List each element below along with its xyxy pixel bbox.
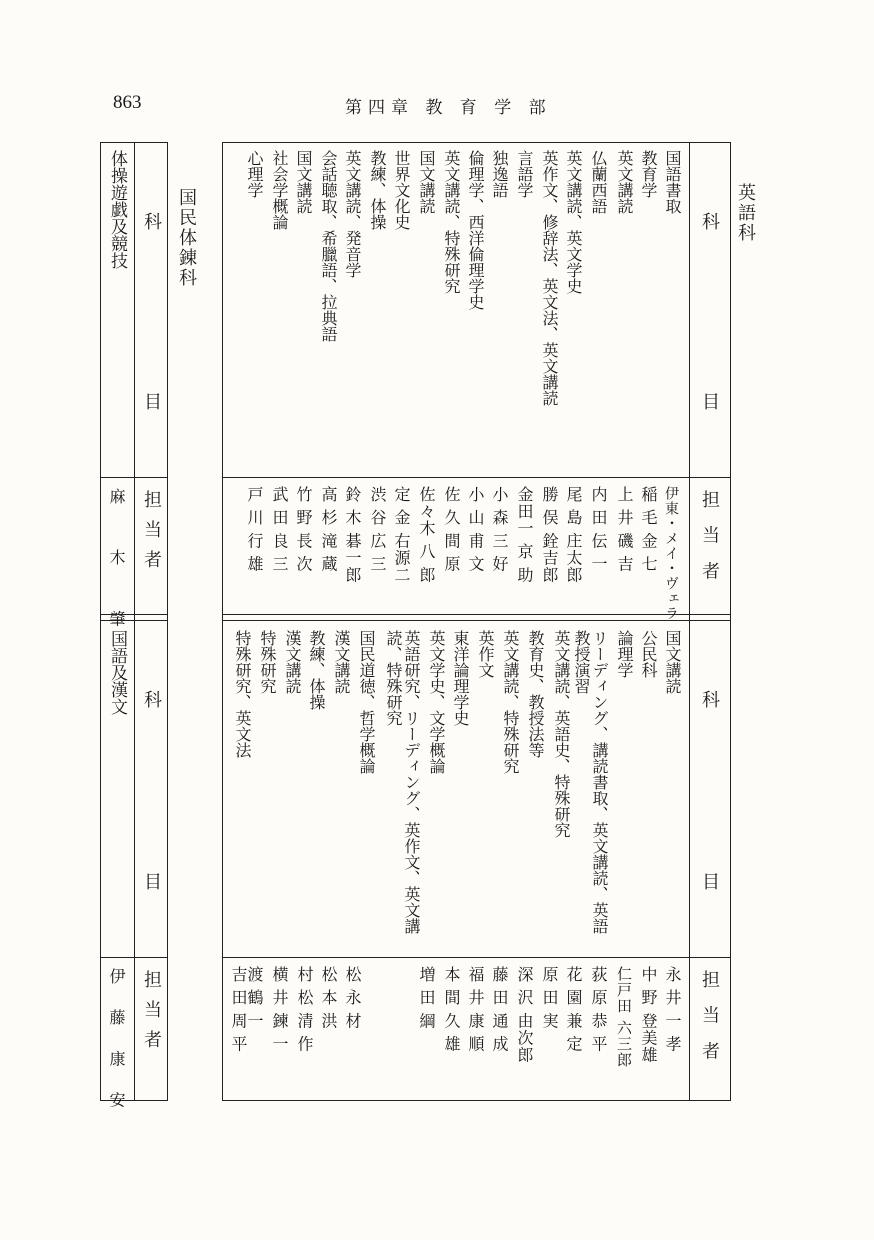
english-lower-subject-11: 英文学史、文学概論 bbox=[427, 630, 446, 774]
english-teacher-2: 稲 毛 金 七 bbox=[639, 486, 658, 573]
pe-header-subject-ka-lower: 科 bbox=[141, 690, 162, 708]
english-teacher-12: 定 金 右源二 bbox=[392, 486, 411, 584]
english-subject-5: 英文講読、英文学史 bbox=[564, 150, 583, 294]
english-table-bottom-border bbox=[222, 1100, 731, 1101]
english-lower-teacher-6: 原 田 実 bbox=[540, 966, 559, 1030]
english-lower-subject-14: 国民道徳、哲学概論 bbox=[357, 630, 376, 774]
english-teacher-4: 内 田 伝 一 bbox=[589, 486, 608, 573]
english-teacher-3: 上 井 磯 吉 bbox=[615, 486, 634, 573]
english-teacher-17: 武 田 良 三 bbox=[270, 486, 289, 573]
english-dept-title: 英語科 bbox=[735, 183, 756, 243]
english-lower-subject-3: 論理学 bbox=[615, 630, 634, 678]
english-subject-13: 教練、体操 bbox=[368, 150, 387, 230]
english-lower-teacher-7: 深 沢 由次郎 bbox=[515, 966, 534, 1064]
english-lower-teacher-3: 仁戸田 六三郎 bbox=[615, 966, 633, 1068]
english-teacher-8: 小 森 三 好 bbox=[490, 486, 509, 573]
english-subject-17: 社会学概論 bbox=[270, 150, 289, 230]
english-teacher-13: 渋 谷 広 三 bbox=[368, 486, 387, 573]
english-lower-subject-8: 英文講読、特殊研究 bbox=[501, 630, 520, 774]
english-lower-subject-1: 国文講読 bbox=[663, 630, 682, 694]
english-row-divider-3 bbox=[222, 957, 731, 958]
english-subject-15: 会話聴取、希臘語、拉典語 bbox=[319, 150, 338, 342]
pe-header-subject-moku-lower: 目 bbox=[141, 872, 162, 890]
english-subject-10: 英文講読、特殊研究 bbox=[442, 150, 461, 294]
english-header-subject-moku: 目 bbox=[699, 392, 720, 410]
english-lower-teacher-13: 松 本 洪 bbox=[319, 966, 338, 1030]
english-subject-4: 仏蘭西語 bbox=[589, 150, 608, 214]
english-lower-subject-13: 読、特殊研究 bbox=[384, 630, 403, 726]
english-lower-subject-6: 英文講読、英語史、特殊研究 bbox=[552, 630, 571, 838]
english-subject-7: 言語学 bbox=[515, 150, 534, 198]
english-lower-teacher-16: 渡 鶴 一 bbox=[245, 966, 264, 1030]
english-teacher-9: 小 山 甫 文 bbox=[466, 486, 485, 573]
english-table-top-border bbox=[222, 142, 731, 143]
english-lower-teacher-2: 中 野 登美雄 bbox=[639, 966, 658, 1064]
english-lower-subject-2: 公民科 bbox=[639, 630, 658, 678]
english-lower-subject-7: 教育史、教授法等 bbox=[526, 630, 545, 758]
english-lower-teacher-9: 福 井 康 順 bbox=[466, 966, 485, 1053]
pe-header-subject-ka: 科 bbox=[141, 212, 162, 230]
english-lower-teacher-8: 藤 田 通 成 bbox=[490, 966, 509, 1053]
english-header-charge-upper: 担 当 者 bbox=[699, 490, 720, 586]
english-subject-9: 倫理学、西洋倫理学史 bbox=[466, 150, 485, 310]
english-lower-teacher-12: 松 永 材 bbox=[343, 966, 362, 1030]
english-subject-14: 英文講読、発音学 bbox=[343, 150, 362, 278]
english-header-subject-moku-lower: 目 bbox=[699, 872, 720, 890]
english-header-subject-ka: 科 bbox=[699, 212, 720, 230]
pe-header-subject-moku: 目 bbox=[141, 392, 162, 410]
english-lower-subject-5: 教授演習 bbox=[572, 630, 591, 694]
english-teacher-6: 勝 俣 銓吉郎 bbox=[540, 486, 559, 584]
english-teacher-5: 尾 島 庄太郎 bbox=[564, 486, 583, 584]
english-subject-3: 英文講読 bbox=[615, 150, 634, 214]
english-lower-subject-4: リーディング、講読書取、英文講読、英語 bbox=[590, 630, 609, 934]
english-lower-subject-9: 英作文 bbox=[476, 630, 495, 678]
english-lower-subject-19: 特殊研究、英文法 bbox=[233, 630, 252, 758]
english-subject-12: 世界文化史 bbox=[392, 150, 411, 230]
pe-header-charge-lower: 担当者 bbox=[141, 970, 162, 1060]
english-subject-2: 教育学 bbox=[639, 150, 658, 198]
english-row-divider-2 bbox=[222, 614, 731, 615]
english-teacher-16: 竹 野 長 次 bbox=[294, 486, 313, 573]
english-teacher-11: 佐々木 八 郎 bbox=[417, 486, 436, 584]
pe-subject-lower: 国語及漢文 bbox=[107, 630, 127, 715]
english-header-subject-ka-lower: 科 bbox=[699, 690, 720, 708]
english-lower-subject-10: 東洋論理学史 bbox=[451, 630, 470, 726]
english-teacher-10: 佐 久 間 原 bbox=[442, 486, 461, 573]
page-number: 863 bbox=[113, 92, 142, 113]
english-row-divider-1 bbox=[222, 477, 731, 478]
english-subject-16: 国文講読 bbox=[294, 150, 313, 214]
english-header-charge-lower: 担 当 者 bbox=[699, 970, 720, 1066]
pe-teacher-upper: 麻 木 肇 bbox=[107, 488, 126, 647]
pe-dept-title: 国民体錬科 bbox=[176, 188, 197, 288]
english-lower-teacher-1: 永 井 一 孝 bbox=[663, 966, 682, 1053]
english-subject-18: 心理学 bbox=[245, 150, 264, 198]
pe-subject-upper: 体操遊戯及競技 bbox=[107, 150, 127, 269]
english-teacher-1: 伊東・メイ・ヴェラ bbox=[663, 486, 679, 621]
english-teacher-18: 戸 川 行 雄 bbox=[245, 486, 264, 573]
english-lower-teacher-15: 横 井 鍊 一 bbox=[270, 966, 289, 1053]
english-subject-11: 国文講読 bbox=[417, 150, 436, 214]
english-lower-teacher-11: 増 田 綱 bbox=[417, 966, 436, 1030]
english-lower-subject-12: 英語研究、リーディング、英作文、英文講 bbox=[402, 630, 421, 934]
english-lower-teacher-10: 本 間 久 雄 bbox=[442, 966, 461, 1053]
english-teacher-7: 金田一 京 助 bbox=[515, 486, 534, 584]
pe-row-divider-3 bbox=[100, 957, 168, 958]
english-subject-8: 独逸語 bbox=[490, 150, 509, 198]
pe-table-top-border bbox=[100, 142, 168, 143]
english-lower-subject-18: 特殊研究 bbox=[258, 630, 277, 694]
english-teacher-15: 高 杉 滝 蔵 bbox=[319, 486, 338, 573]
pe-header-charge-upper: 担当者 bbox=[141, 490, 162, 580]
english-lower-subject-15: 漢文講読 bbox=[332, 630, 351, 694]
english-subject-1: 国語書取 bbox=[663, 150, 682, 214]
english-lower-teacher-5: 花 園 兼 定 bbox=[564, 966, 583, 1053]
english-teacher-14: 鈴 木 碁一郎 bbox=[343, 486, 362, 584]
english-lower-teacher-4: 荻 原 恭 平 bbox=[589, 966, 608, 1053]
chapter-title: 第四章 教 育 学 部 bbox=[345, 98, 552, 118]
pe-row-divider-1 bbox=[100, 477, 168, 478]
english-lower-subject-16: 教練、体操 bbox=[307, 630, 326, 710]
english-lower-teacher-14: 村 松 清 作 bbox=[295, 966, 314, 1053]
english-row-divider-2b bbox=[222, 620, 731, 621]
english-lower-teacher-17: 吉 田 周 平 bbox=[229, 966, 248, 1053]
english-lower-subject-17: 漢文講読 bbox=[283, 630, 302, 694]
pe-teacher-lower: 伊 藤 康 安 bbox=[107, 968, 126, 1118]
english-subject-6: 英作文、修辞法、英文法、英文講読 bbox=[540, 150, 559, 406]
